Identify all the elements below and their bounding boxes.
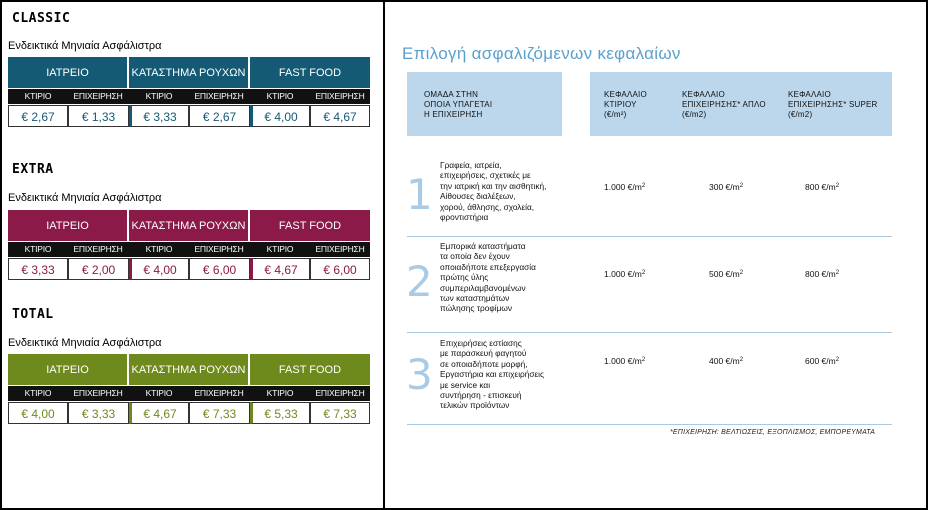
- price-cell: € 7,33: [189, 402, 250, 424]
- group-header-line: Η ΕΠΙΧΕΙΡΗΣΗ: [424, 110, 483, 119]
- value-text: 800 €/m: [805, 269, 836, 279]
- subheader-cell: ΕΠΙΧΕΙΡΗΣΗ: [315, 91, 365, 101]
- unit-superscript: 2: [739, 270, 744, 276]
- panel-divider: [383, 0, 385, 510]
- business-super-capital-header: [788, 90, 878, 120]
- building-capital-value: [604, 269, 645, 279]
- value-text: 1.000 €/m: [604, 356, 642, 366]
- subheader-cell: ΕΠΙΧΕΙΡΗΣΗ: [73, 91, 123, 101]
- section-title-extra: EXTRA: [12, 162, 54, 177]
- unit-superscript: 2: [739, 357, 744, 363]
- value-text: 500 €/m: [709, 269, 740, 279]
- value-row: [8, 258, 370, 280]
- group-number: 3: [406, 350, 433, 399]
- description-line: τα οποία δεν έχουν: [440, 251, 510, 262]
- header-line: ΚΤΙΡΙΟΥ: [604, 100, 637, 109]
- subheader-cell: ΕΠΙΧΕΙΡΗΣΗ: [315, 388, 365, 398]
- price-cell: € 2,67: [8, 105, 68, 127]
- row-divider: [407, 424, 892, 425]
- unit-superscript: 2: [641, 270, 646, 276]
- description-line: την ιατρική και την αισθητική,: [440, 180, 547, 191]
- header-line: ΕΠΙΧΕΙΡΗΣΗΣ* SUPER: [788, 100, 878, 109]
- business-simple-value: [709, 356, 743, 366]
- value-text: 400 €/m: [709, 356, 740, 366]
- building-capital-value: [604, 356, 645, 366]
- price-cell: € 6,00: [189, 258, 250, 280]
- subheader-cell: ΕΠΙΧΕΙΡΗΣΗ: [315, 244, 365, 254]
- unit-superscript: 2: [641, 183, 646, 189]
- section-title-total: TOTAL: [12, 307, 54, 322]
- description-line: πώλησης τροφίμων: [440, 303, 512, 314]
- price-cell: € 3,33: [129, 105, 189, 127]
- category-header-row: [8, 57, 370, 88]
- subheader-cell: ΚΤΙΡΙΟ: [266, 91, 294, 101]
- description-line: Εμπορικά καταστήματα: [440, 241, 526, 251]
- category-header: ΙΑΤΡΕΙΟ: [8, 57, 127, 88]
- price-cell: € 4,00: [250, 105, 310, 127]
- value-text: 300 €/m: [709, 182, 740, 192]
- value-text: 1.000 €/m: [604, 182, 642, 192]
- category-header-row: [8, 354, 370, 385]
- category-header: FAST FOOD: [250, 210, 370, 241]
- group-description: [440, 241, 570, 314]
- group-description: [440, 338, 570, 411]
- business-super-value: [805, 356, 839, 366]
- business-simple-value: [709, 269, 743, 279]
- subheader-cell: ΕΠΙΧΕΙΡΗΣΗ: [194, 91, 244, 101]
- left-panel: [0, 0, 383, 510]
- description-line: με service και: [440, 379, 491, 390]
- description-line: τελικών προϊόντων: [440, 400, 510, 411]
- description-line: συμπεριλαμβανομένων: [440, 282, 526, 293]
- subheader-cell: ΕΠΙΧΕΙΡΗΣΗ: [73, 244, 123, 254]
- header-line: ΕΠΙΧΕΙΡΗΣΗΣ* ΑΠΛΟ: [682, 100, 766, 109]
- price-cell: € 4,67: [250, 258, 310, 280]
- price-cell: € 4,67: [129, 402, 189, 424]
- description-line: πρώτης ύλης: [440, 272, 489, 283]
- value-text: 800 €/m: [805, 182, 836, 192]
- subheader-cell: ΚΤΙΡΙΟ: [24, 91, 52, 101]
- subheader-cell: ΚΤΙΡΙΟ: [24, 388, 52, 398]
- row-divider: [407, 236, 892, 237]
- subheader-row: [8, 386, 370, 401]
- subheader-cell: ΕΠΙΧΕΙΡΗΣΗ: [194, 388, 244, 398]
- subheader-row: [8, 242, 370, 257]
- group-header-line: ΟΜΑΔΑ ΣΤΗΝ: [424, 90, 479, 99]
- price-cell: € 5,33: [250, 402, 310, 424]
- section-subtitle-extra: Ενδεικτικά Μηνιαία Ασφάλιστρα: [8, 192, 162, 204]
- price-cell: € 4,00: [129, 258, 189, 280]
- header-line: ΚΕΦΑΛΑΙΟ: [682, 90, 725, 99]
- unit-superscript: 2: [835, 270, 840, 276]
- building-capital-header: [604, 90, 647, 120]
- row-divider: [407, 332, 892, 333]
- description-line: Εργαστήρια και επιχειρήσεις: [440, 369, 545, 380]
- capital-selection-title: Επιλογή ασφαλιζόμενων κεφαλαίων: [402, 44, 681, 63]
- group-header: [407, 72, 562, 136]
- unit-superscript: 2: [835, 183, 840, 189]
- subheader-cell: ΚΤΙΡΙΟ: [266, 388, 294, 398]
- category-header: ΚΑΤΑΣΤΗΜΑ ΡΟΥΧΩΝ: [129, 354, 248, 385]
- group-number: 2: [406, 257, 433, 306]
- business-simple-capital-header: [682, 90, 766, 120]
- description-line: οποιαδήποτε επεξεργασία: [440, 261, 536, 272]
- description-line: Επιχειρήσεις εστίασης: [440, 338, 522, 348]
- category-header: FAST FOOD: [250, 354, 370, 385]
- group-header-line: ΟΠΟΙΑ ΥΠΑΓΕΤΑΙ: [424, 100, 493, 109]
- business-super-value: [805, 269, 839, 279]
- price-cell: € 3,33: [8, 258, 68, 280]
- subheader-cell: ΚΤΙΡΙΟ: [145, 388, 173, 398]
- category-header-row: [8, 210, 370, 241]
- description-line: με παρασκευή φαγητού: [440, 348, 527, 359]
- section-subtitle-total: Ενδεικτικά Μηνιαία Ασφάλιστρα: [8, 337, 162, 349]
- subheader-cell: ΕΠΙΧΕΙΡΗΣΗ: [73, 388, 123, 398]
- header-line: (€/m2): [788, 110, 813, 119]
- description-line: των καταστημάτων: [440, 293, 510, 304]
- header-line: (€/m²): [604, 110, 627, 119]
- business-simple-value: [709, 182, 743, 192]
- description-line: φροντιστήρια: [440, 212, 489, 223]
- building-capital-value: [604, 182, 645, 192]
- price-cell: € 4,67: [310, 105, 370, 127]
- price-cell: € 6,00: [310, 258, 370, 280]
- category-header: ΙΑΤΡΕΙΟ: [8, 354, 127, 385]
- header-line: (€/m2): [682, 110, 707, 119]
- category-header: ΙΑΤΡΕΙΟ: [8, 210, 127, 241]
- description-line: Αίθουσες διαλέξεων,: [440, 191, 516, 202]
- description-line: σε οποιαδήποτε μορφή,: [440, 358, 528, 369]
- capital-headers: [590, 72, 892, 136]
- footnote: *ΕΠΙΧΕΙΡΗΣΗ: ΒΕΛΤΙΩΣΕΙΣ, ΕΞΟΠΛΙΣΜΟΣ, ΕΜΠΟΡΕΥΜΑΤΑ: [670, 429, 876, 436]
- section-title-classic: CLASSIC: [12, 11, 71, 26]
- price-cell: € 2,67: [189, 105, 250, 127]
- subheader-cell: ΚΤΙΡΙΟ: [145, 244, 173, 254]
- price-cell: € 2,00: [68, 258, 129, 280]
- unit-superscript: 2: [835, 357, 840, 363]
- subheader-row: [8, 89, 370, 104]
- subheader-cell: ΚΤΙΡΙΟ: [266, 244, 294, 254]
- category-header: ΚΑΤΑΣΤΗΜΑ ΡΟΥΧΩΝ: [129, 57, 248, 88]
- description-line: χορού, άθλησης, σχολεία,: [440, 201, 535, 212]
- price-cell: € 3,33: [68, 402, 129, 424]
- value-text: 600 €/m: [805, 356, 836, 366]
- value-row: [8, 402, 370, 424]
- business-super-value: [805, 182, 839, 192]
- subheader-cell: ΚΤΙΡΙΟ: [24, 244, 52, 254]
- group-number: 1: [406, 170, 433, 219]
- category-header: FAST FOOD: [250, 57, 370, 88]
- price-cell: € 4,00: [8, 402, 68, 424]
- description-line: επιχειρήσεις, σχετικές με: [440, 170, 531, 181]
- header-line: ΚΕΦΑΛΑΙΟ: [604, 90, 647, 99]
- category-header: ΚΑΤΑΣΤΗΜΑ ΡΟΥΧΩΝ: [129, 210, 248, 241]
- header-line: ΚΕΦΑΛΑΙΟ: [788, 90, 831, 99]
- price-cell: € 7,33: [310, 402, 370, 424]
- subheader-cell: ΕΠΙΧΕΙΡΗΣΗ: [194, 244, 244, 254]
- value-row: [8, 105, 370, 127]
- section-subtitle-classic: Ενδεικτικά Μηνιαία Ασφάλιστρα: [8, 40, 162, 52]
- description-line: Γραφεία, ιατρεία,: [440, 160, 502, 170]
- unit-superscript: 2: [739, 183, 744, 189]
- unit-superscript: 2: [641, 357, 646, 363]
- description-line: συντήρηση - επισκευή: [440, 390, 522, 401]
- subheader-cell: ΚΤΙΡΙΟ: [145, 91, 173, 101]
- group-description: [440, 160, 570, 222]
- value-text: 1.000 €/m: [604, 269, 642, 279]
- price-cell: € 1,33: [68, 105, 129, 127]
